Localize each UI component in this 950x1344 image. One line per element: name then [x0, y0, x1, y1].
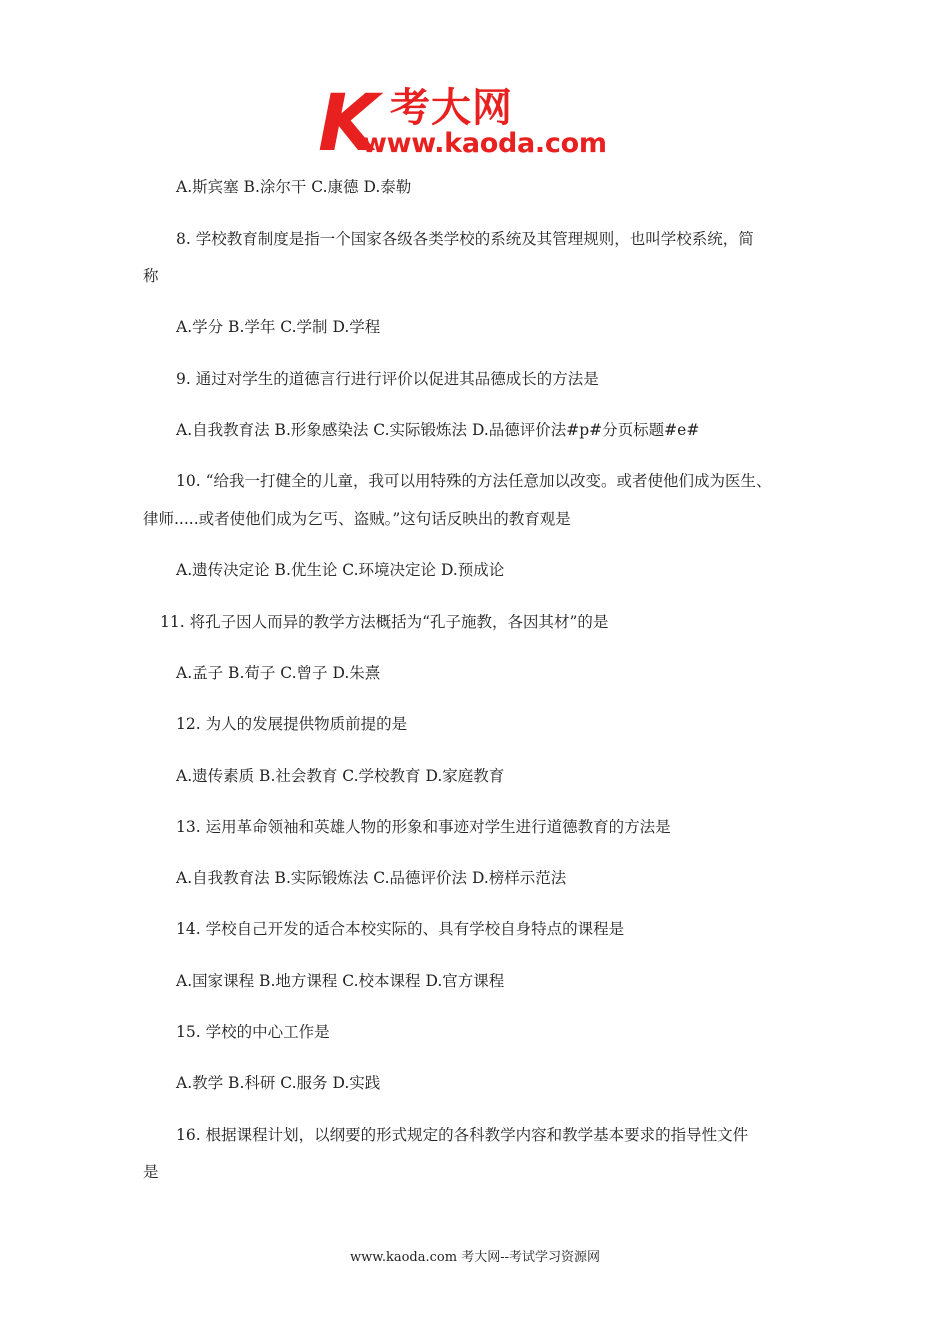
options-q11: A.孟子 B.荀子 C.曾子 D.朱熹 — [176, 664, 381, 682]
question-15: 15. 学校的中心工作是 — [176, 1023, 330, 1041]
kaoda-logo — [318, 79, 638, 169]
options-q9: A.自我教育法 B.形象感染法 C.实际锻炼法 D.品德评价法#p#分页标题#e# — [176, 421, 700, 439]
question-14: 14. 学校自己开发的适合本校实际的、具有学校自身特点的课程是 — [176, 920, 625, 938]
question-16-line-1: 16. 根据课程计划，以纲要的形式规定的各科教学内容和教学基本要求的指导性文件 — [176, 1126, 749, 1144]
options-q15: A.教学 B.科研 C.服务 D.实践 — [176, 1074, 381, 1092]
logo-k-mark: K — [318, 79, 377, 169]
question-9: 9. 通过对学生的道德言行进行评价以促进其品德成长的方法是 — [176, 370, 599, 388]
options-q10: A.遗传决定论 B.优生论 C.环境决定论 D.预成论 — [176, 561, 505, 579]
options-q12: A.遗传素质 B.社会教育 C.学校教育 D.家庭教育 — [176, 767, 505, 785]
question-16-line-2: 是 — [143, 1163, 159, 1181]
options-q13: A.自我教育法 B.实际锻炼法 C.品德评价法 D.榜样示范法 — [176, 869, 567, 887]
question-8-line-2: 称 — [143, 267, 159, 285]
question-13: 13. 运用革命领袖和英雄人物的形象和事迹对学生进行道德教育的方法是 — [176, 818, 671, 836]
question-10-line-2: 律师.....或者使他们成为乞丐、盗贼。”这句话反映出的教育观是 — [143, 510, 571, 528]
logo-url: www.kaoda.com — [362, 128, 607, 159]
question-8-line-1: 8. 学校教育制度是指一个国家各级各类学校的系统及其管理规则，也叫学校系统，简 — [176, 230, 754, 248]
page-footer: www.kaoda.com 考大网--考试学习资源网 — [350, 1250, 600, 1265]
options-q14: A.国家课程 B.地方课程 C.校本课程 D.官方课程 — [176, 972, 505, 990]
logo-site-name: 考大网 — [390, 85, 513, 131]
question-11: 11. 将孔子因人而异的教学方法概括为“孔子施教，各因其材”的是 — [160, 613, 609, 631]
question-10-line-1: 10. “给我一打健全的儿童，我可以用特殊的方法任意加以改变。或者使他们成为医生、 — [176, 472, 772, 490]
options-q7: A.斯宾塞 B.涂尔干 C.康德 D.泰勒 — [176, 178, 412, 196]
options-q8: A.学分 B.学年 C.学制 D.学程 — [176, 318, 381, 336]
question-12: 12. 为人的发展提供物质前提的是 — [176, 715, 408, 733]
